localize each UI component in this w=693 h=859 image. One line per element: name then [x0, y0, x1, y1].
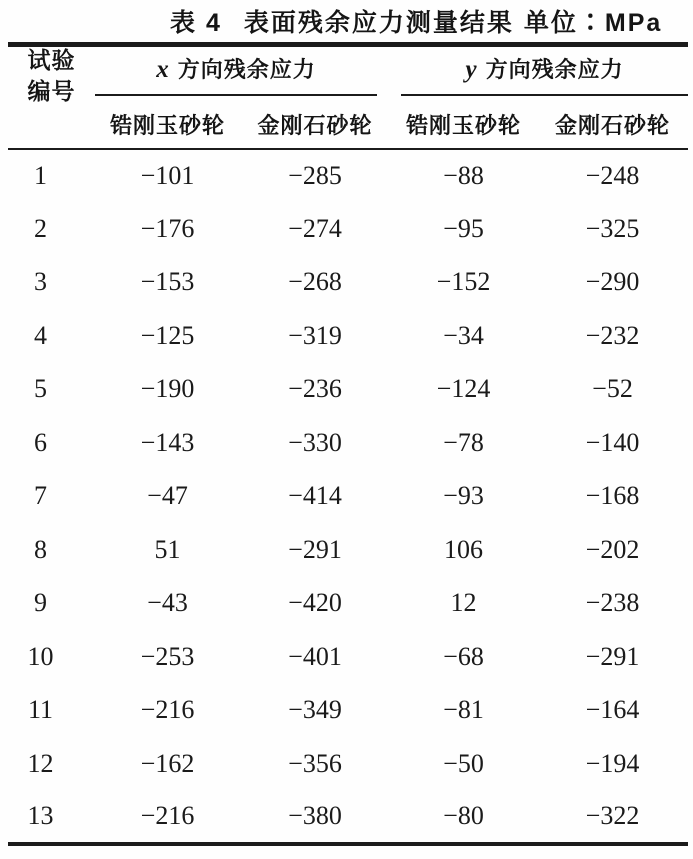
test-number: 7	[34, 481, 47, 511]
subheader-y-zirconia: 锆刚玉砂轮	[390, 101, 537, 149]
stress-value-y-zirconia-corundum-wheel: −95	[443, 213, 484, 243]
stress-value-x-diamond-wheel: −319	[288, 320, 342, 350]
stress-value-x-zirconia-corundum-wheel: −190	[140, 374, 195, 404]
group-header-x	[95, 45, 390, 101]
test-number: 2	[34, 213, 47, 243]
stress-value-y-zirconia-corundum-wheel: −93	[443, 481, 484, 511]
table-row	[8, 416, 688, 470]
test-number: 9	[34, 588, 47, 618]
stress-value-y-zirconia-corundum-wheel: −80	[443, 801, 484, 831]
table-row	[8, 684, 688, 738]
stress-value-y-diamond-wheel: −232	[585, 320, 640, 350]
test-number: 4	[34, 320, 47, 350]
table-row	[8, 470, 688, 524]
stress-value-y-diamond-wheel: −248	[585, 160, 640, 190]
stress-value-y-zirconia-corundum-wheel: −124	[436, 374, 491, 404]
table-number: 表 4	[170, 9, 222, 37]
x-variable: x	[156, 56, 169, 83]
stress-value-y-diamond-wheel: −164	[585, 695, 640, 725]
test-number: 12	[27, 748, 54, 778]
stress-value-x-zirconia-corundum-wheel: 51	[154, 534, 181, 564]
stress-value-x-zirconia-corundum-wheel: −216	[140, 695, 195, 725]
corner-header	[8, 45, 95, 149]
subheader-y-diamond: 金刚石砂轮	[537, 101, 688, 149]
test-number: 6	[34, 427, 47, 457]
stress-value-x-diamond-wheel: −330	[288, 427, 342, 457]
table-row	[8, 309, 688, 363]
test-number: 1	[34, 160, 47, 190]
table-row	[8, 256, 688, 310]
stress-value-x-zirconia-corundum-wheel: −143	[140, 427, 195, 457]
header-row-groups	[8, 45, 688, 101]
stress-value-y-zirconia-corundum-wheel: −68	[443, 641, 484, 671]
table-row	[8, 149, 688, 203]
stress-value-y-zirconia-corundum-wheel: −50	[443, 748, 484, 778]
stress-value-x-diamond-wheel: −274	[288, 213, 342, 243]
corner-header-line1: 试验	[27, 47, 76, 73]
table-row	[8, 577, 688, 631]
stress-value-x-diamond-wheel: −380	[288, 801, 342, 831]
stress-value-x-diamond-wheel: −291	[288, 534, 342, 564]
stress-value-y-diamond-wheel: −322	[585, 801, 640, 831]
stress-value-x-zirconia-corundum-wheel: −216	[140, 801, 195, 831]
stress-value-y-diamond-wheel: −140	[585, 427, 640, 457]
stress-value-x-zirconia-corundum-wheel: −162	[140, 748, 195, 778]
stress-value-y-diamond-wheel: −291	[585, 641, 640, 671]
stress-value-y-diamond-wheel: −52	[592, 374, 633, 404]
stress-value-x-diamond-wheel: −401	[288, 641, 342, 671]
stress-value-x-zirconia-corundum-wheel: −43	[147, 588, 188, 618]
test-number: 8	[34, 534, 47, 564]
stress-value-x-zirconia-corundum-wheel: −176	[140, 213, 195, 243]
stress-value-y-diamond-wheel: −168	[585, 481, 640, 511]
residual-stress-table	[8, 42, 688, 846]
stress-value-x-diamond-wheel: −285	[288, 160, 342, 190]
stress-value-x-zirconia-corundum-wheel: −253	[140, 641, 195, 671]
y-variable: y	[465, 56, 477, 83]
table-row	[8, 791, 688, 845]
group-header-y-label: 方向残余应力	[485, 57, 624, 82]
stress-value-x-zirconia-corundum-wheel: −101	[140, 160, 195, 190]
stress-value-y-diamond-wheel: −325	[585, 213, 640, 243]
table-row	[8, 630, 688, 684]
test-number: 13	[27, 801, 54, 831]
test-number: 11	[27, 695, 54, 725]
table-row	[8, 202, 688, 256]
stress-value-y-zirconia-corundum-wheel: −34	[443, 320, 484, 350]
stress-value-y-diamond-wheel: −238	[585, 588, 640, 618]
stress-value-x-diamond-wheel: −356	[288, 748, 342, 778]
group-header-x-label: 方向残余应力	[177, 57, 316, 82]
stress-value-y-zirconia-corundum-wheel: −78	[443, 427, 484, 457]
stress-value-y-zirconia-corundum-wheel: −81	[443, 695, 484, 725]
header-row-subcolumns	[8, 101, 688, 149]
stress-value-x-zirconia-corundum-wheel: −47	[147, 481, 188, 511]
stress-value-y-zirconia-corundum-wheel: −88	[443, 160, 484, 190]
table-title: 表面残余应力测量结果	[243, 9, 514, 37]
table-caption	[0, 0, 693, 42]
stress-value-x-diamond-wheel: −349	[288, 695, 342, 725]
stress-value-x-zirconia-corundum-wheel: −153	[140, 267, 195, 297]
stress-value-x-diamond-wheel: −414	[288, 481, 342, 511]
stress-value-x-zirconia-corundum-wheel: −125	[140, 320, 195, 350]
stress-value-x-diamond-wheel: −268	[288, 267, 342, 297]
table-row	[8, 363, 688, 417]
table-row	[8, 737, 688, 791]
stress-value-x-diamond-wheel: −236	[288, 374, 342, 404]
table-body	[8, 149, 688, 845]
table-unit: 单位∶MPa	[523, 9, 663, 37]
table-row	[8, 523, 688, 577]
stress-value-y-zirconia-corundum-wheel: 106	[444, 534, 484, 564]
stress-value-y-zirconia-corundum-wheel: 12	[450, 588, 477, 618]
subheader-x-zirconia: 锆刚玉砂轮	[95, 101, 240, 149]
corner-header-line2: 编号	[27, 78, 76, 104]
test-number: 5	[34, 374, 47, 404]
subheader-x-diamond: 金刚石砂轮	[240, 101, 390, 149]
group-header-y	[390, 45, 688, 101]
stress-value-y-diamond-wheel: −290	[585, 267, 640, 297]
stress-value-y-zirconia-corundum-wheel: −152	[436, 267, 491, 297]
stress-value-x-diamond-wheel: −420	[288, 588, 342, 618]
stress-value-y-diamond-wheel: −194	[585, 748, 640, 778]
test-number: 10	[27, 641, 54, 671]
stress-value-y-diamond-wheel: −202	[585, 534, 640, 564]
test-number: 3	[34, 267, 47, 297]
